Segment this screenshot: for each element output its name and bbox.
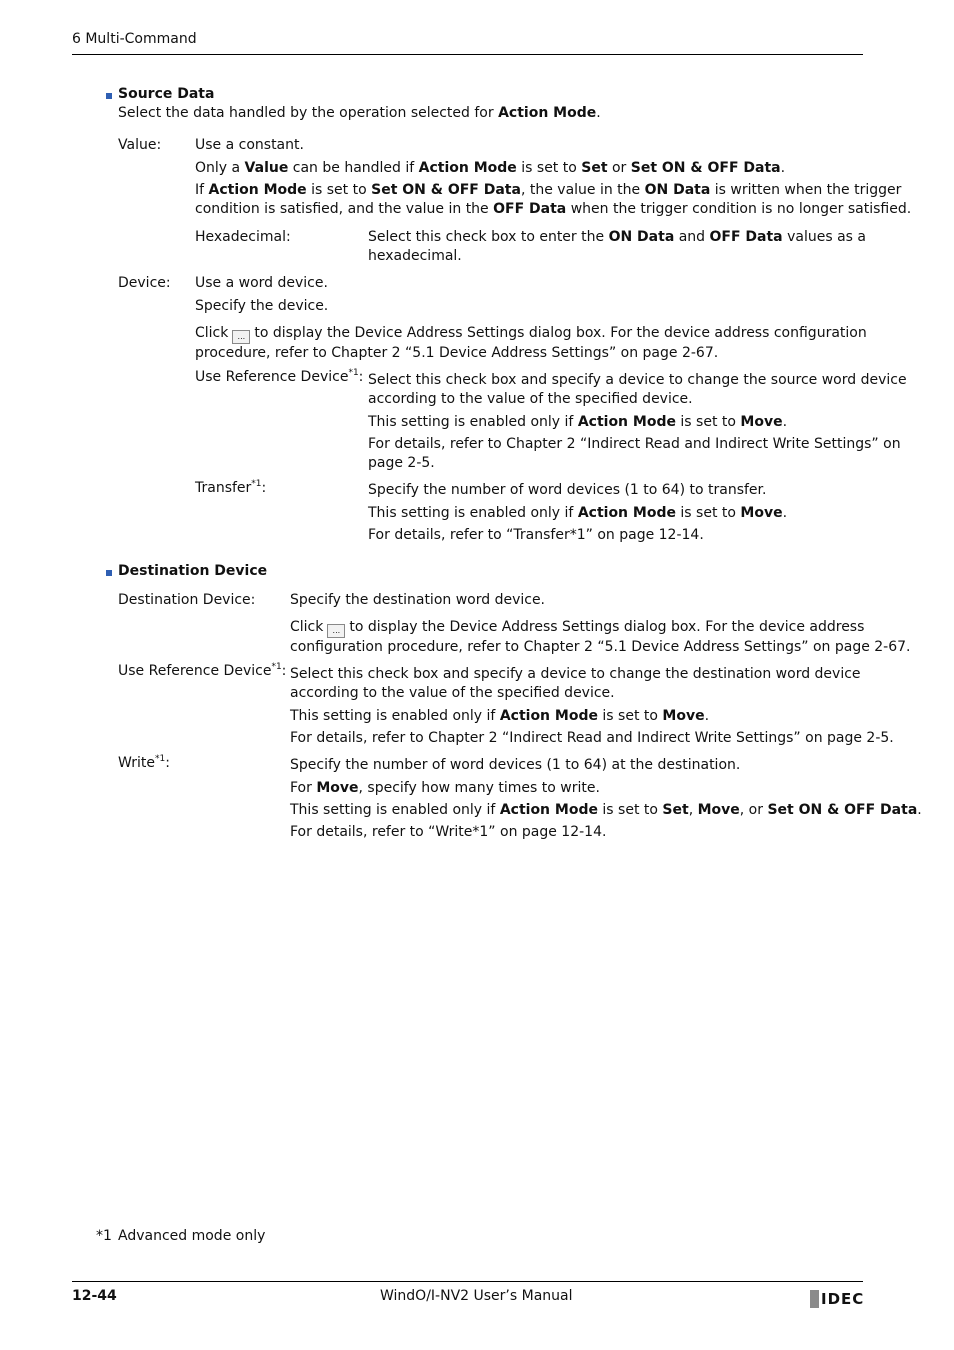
destination-device-label: Destination Device:: [118, 592, 256, 608]
source-data-heading: Source Data: [118, 86, 215, 102]
dest-use-reference-line-4: For details, refer to Chapter 2 “Indirect Read and Indirect Write Settings” on page 2-5.: [290, 730, 894, 746]
browse-button-icon: ...: [327, 624, 345, 638]
hexadecimal-line-2: hexadecimal.: [368, 248, 462, 264]
destination-line-1: Specify the destination word device.: [290, 592, 546, 608]
running-header: 6 Multi-Command: [72, 31, 197, 47]
footer-rule: [72, 1281, 863, 1282]
transfer-label: Transfer$^{*1}$:: [195, 479, 267, 496]
use-reference-line-1: Select this check box and specify a device to change the source word device: [368, 372, 907, 388]
device-click-line: Click ... to display the Device Address Settings dialog box. For the device address configuration: [195, 324, 867, 344]
use-reference-line-5: page 2-5.: [368, 455, 435, 471]
transfer-line-1: Specify the number of word devices (1 to 64) to transfer.: [368, 482, 767, 498]
logo-text: IDEC: [821, 1290, 865, 1308]
destination-click-line-2: configuration procedure, refer to Chapter 2 “5.1 Device Address Settings” on page 2-67.: [290, 639, 911, 655]
device-click-line-2: procedure, refer to Chapter 2 “5.1 Device Address Settings” on page 2-67.: [195, 345, 719, 361]
write-line-3: This setting is enabled only if Action Mode is set to Set, Move, or Set ON & OFF Data.: [290, 802, 922, 818]
idec-logo: [810, 1290, 864, 1308]
source-data-intro: Select the data handled by the operation selected for Action Mode.: [118, 105, 601, 121]
page-number: 12-44: [72, 1288, 117, 1304]
write-line-2: For Move, specify how many times to write.: [290, 780, 600, 796]
value-line-2: Only a Value can be handled if Action Mode is set to Set or Set ON & OFF Data.: [195, 160, 786, 176]
section-bullet-icon: [106, 570, 112, 576]
use-reference-device-label: Use Reference Device$^{*1}$:: [195, 368, 364, 385]
value-line-1: Use a constant.: [195, 137, 304, 153]
write-label: Write$^{*1}$:: [118, 754, 170, 771]
value-label: Value:: [118, 137, 162, 153]
section-bullet-icon: [106, 93, 112, 99]
footnote-text: Advanced mode only: [118, 1228, 266, 1244]
dest-use-reference-device-label: Use Reference Device$^{*1}$:: [118, 662, 287, 679]
logo-bar-icon: [810, 1290, 819, 1308]
device-label: Device:: [118, 275, 171, 291]
transfer-line-2: This setting is enabled only if Action Mode is set to Move.: [368, 505, 788, 521]
dest-use-reference-line-1: Select this check box and specify a device to change the destination word device: [290, 666, 861, 682]
value-line-4: condition is satisfied, and the value in the OFF Data when the trigger condition is no longer satisfied.: [195, 201, 912, 217]
value-line-3: If Action Mode is set to Set ON & OFF Data, the value in the ON Data is written when the trigger: [195, 182, 902, 198]
transfer-line-3: For details, refer to “Transfer*1” on page 12-14.: [368, 527, 704, 543]
write-line-4: For details, refer to “Write*1” on page 12-14.: [290, 824, 607, 840]
dest-use-reference-line-2: according to the value of the specified device.: [290, 685, 615, 701]
device-line-1: Use a word device.: [195, 275, 328, 291]
hexadecimal-label: Hexadecimal:: [195, 229, 291, 245]
write-line-1: Specify the number of word devices (1 to 64) at the destination.: [290, 757, 741, 773]
device-line-2: Specify the device.: [195, 298, 329, 314]
footnote-mark: *1: [96, 1228, 112, 1244]
use-reference-line-4: For details, refer to Chapter 2 “Indirect Read and Indirect Write Settings” on: [368, 436, 901, 452]
use-reference-line-3: This setting is enabled only if Action Mode is set to Move.: [368, 414, 788, 430]
manual-title: WindO/I-NV2 User’s Manual: [380, 1288, 573, 1304]
hexadecimal-line-1: Select this check box to enter the ON Data and OFF Data values as a: [368, 229, 866, 245]
header-rule: [72, 54, 863, 55]
use-reference-line-2: according to the value of the specified device.: [368, 391, 693, 407]
destination-click-line: Click ... to display the Device Address Settings dialog box. For the device address: [290, 618, 864, 638]
destination-device-heading: Destination Device: [118, 563, 268, 579]
browse-button-icon: ...: [232, 330, 250, 344]
dest-use-reference-line-3: This setting is enabled only if Action Mode is set to Move.: [290, 708, 710, 724]
